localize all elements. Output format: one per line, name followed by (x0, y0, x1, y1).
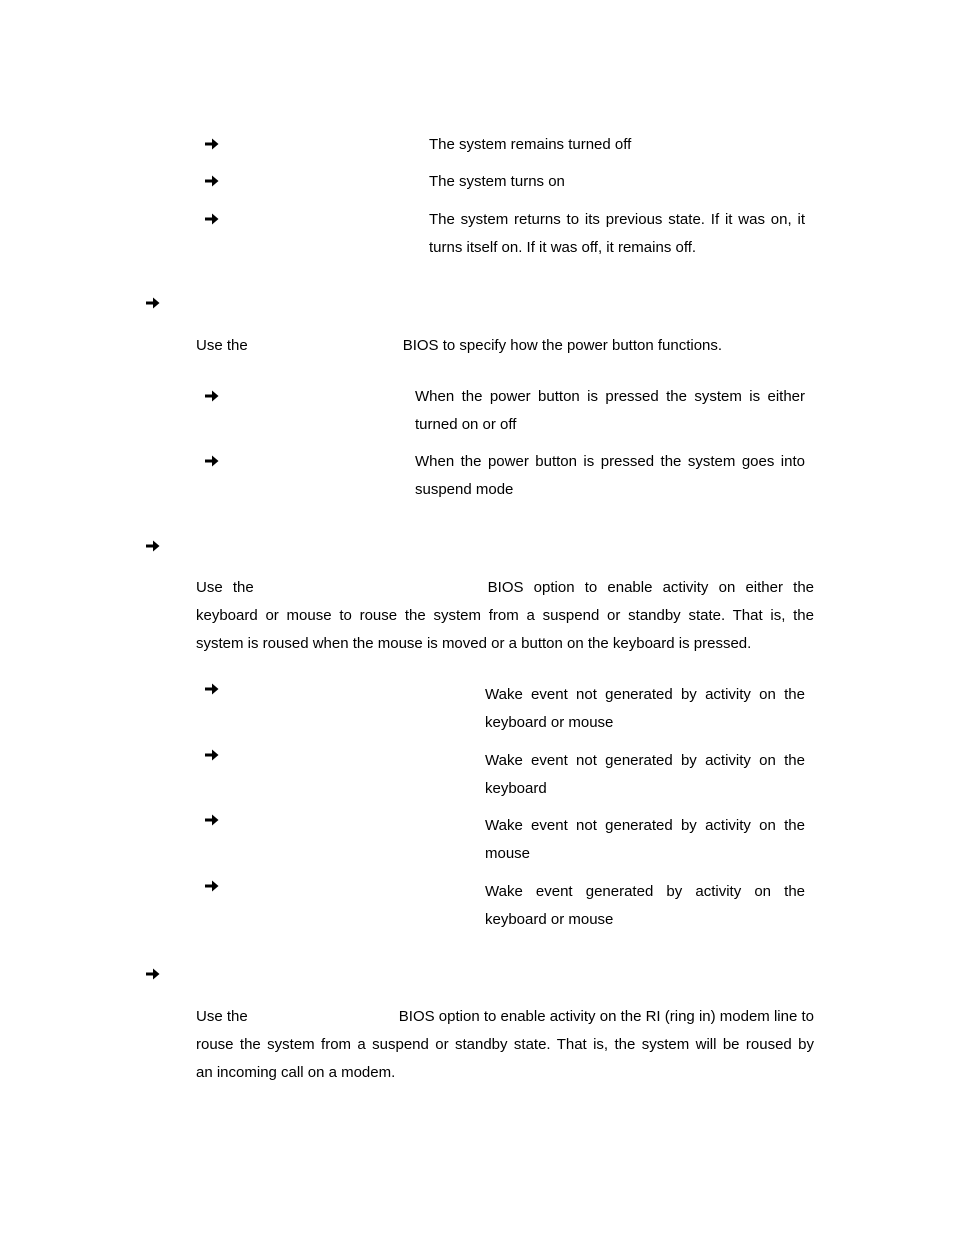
description-line: keyboard or mouse (485, 911, 614, 928)
arrow-bullet-icon (205, 455, 221, 467)
description-line: suspend mode (415, 481, 514, 498)
option-description (485, 878, 805, 934)
arrow-bullet-icon (205, 880, 221, 892)
arrow-bullet-icon (205, 213, 221, 225)
arrow-bullet-icon (205, 749, 221, 761)
section-arrow-icon (146, 297, 162, 309)
description-line: The system returns to its previous state. If it was on, it (429, 211, 805, 228)
description-line: Wake event not generated by activity on the (485, 817, 805, 834)
intro-prefix: Use the (196, 337, 248, 354)
section-arrow-icon (146, 968, 162, 980)
arrow-bullet-icon (205, 138, 221, 150)
option-description (485, 681, 805, 737)
intro-prefix: Use the (196, 579, 254, 596)
intro-suffix: BIOS option to enable activity on the RI (ring in) modem line to (398, 1008, 814, 1025)
section-intro (196, 332, 722, 360)
option-description (415, 448, 805, 504)
option-description (415, 383, 805, 439)
section-intro (196, 574, 814, 658)
intro-suffix: BIOS option to enable activity on either the (487, 579, 814, 596)
intro-line: an incoming call on a modem. (196, 1064, 396, 1081)
intro-line: keyboard or mouse to rouse the system from a suspend or standby state. That is, the (196, 607, 814, 624)
option-description: The system remains turned off (429, 136, 632, 153)
description-line: When the power button is pressed the system goes into (415, 453, 805, 470)
section-intro (196, 1003, 814, 1087)
intro-line: system is roused when the mouse is moved or a button on the keyboard is pressed. (196, 635, 752, 652)
option-description: The system turns on (429, 173, 565, 190)
description-line: Wake event generated by activity on the (485, 883, 805, 900)
arrow-bullet-icon (205, 814, 221, 826)
arrow-bullet-icon (205, 683, 221, 695)
intro-suffix: BIOS to specify how the power button functions. (402, 337, 723, 354)
intro-line: rouse the system from a suspend or standby state. That is, the system will be roused by (196, 1036, 814, 1053)
arrow-bullet-icon (205, 390, 221, 402)
description-line: turns itself on. If it was off, it remains off. (429, 239, 697, 256)
option-description (485, 747, 805, 803)
arrow-bullet-icon (205, 175, 221, 187)
description-line: mouse (485, 845, 531, 862)
intro-prefix: Use the (196, 1008, 248, 1025)
description-line: Wake event not generated by activity on the (485, 752, 805, 769)
intro-line (196, 1003, 814, 1031)
description-line: When the power button is pressed the system is either (415, 388, 805, 405)
description-line: Wake event not generated by activity on the (485, 686, 805, 703)
option-description (485, 812, 805, 868)
option-description (429, 206, 805, 262)
section-arrow-icon (146, 540, 162, 552)
description-line: keyboard or mouse (485, 714, 614, 731)
description-line: keyboard (485, 780, 547, 797)
intro-line (196, 574, 814, 602)
description-line: turned on or off (415, 416, 517, 433)
